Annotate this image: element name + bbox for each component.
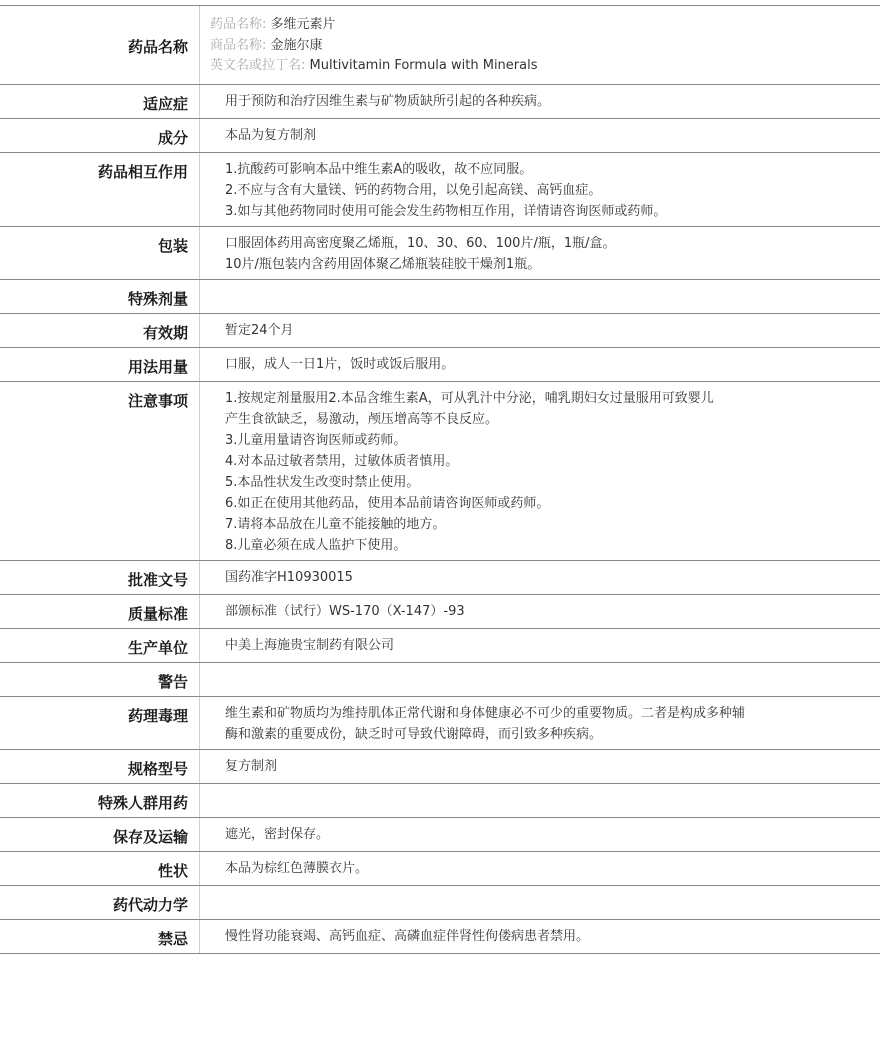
- row-label: 性状: [0, 852, 200, 885]
- row-label: 批准文号: [0, 561, 200, 594]
- row-line: 维生素和矿物质均为维持肌体正常代谢和身体健康必不可少的重要物质。二者是构成多种辅: [225, 706, 746, 721]
- row-special-dosage: [0, 280, 880, 314]
- row-value: [200, 920, 880, 953]
- row-line: 部颁标准（试行）WS-170（X-147）-93: [225, 604, 465, 619]
- row-line: 产生食欲缺乏，易激动，颅压增高等不良反应。: [225, 412, 499, 427]
- row-line: 1.抗酸药可影响本品中维生素A的吸收，故不应同服。: [225, 162, 533, 177]
- english-name-line: [210, 56, 870, 77]
- row-ingredients: [0, 119, 880, 153]
- row-line: 6.如正在使用其他药品，使用本品前请咨询医师或药师。: [225, 496, 550, 511]
- generic-name-line: [210, 15, 870, 36]
- row-line: 口服固体药用高密度聚乙烯瓶，10、30、60、100片/瓶，1瓶/盒。: [225, 236, 616, 251]
- row-specification: [0, 750, 880, 784]
- row-value: [200, 595, 880, 628]
- row-pharmacokinetics: [0, 886, 880, 920]
- generic-name-key: 药品名称:: [210, 17, 267, 32]
- row-special-populations: [0, 784, 880, 818]
- row-label: 有效期: [0, 314, 200, 347]
- generic-name-value: 多维元素片: [270, 17, 336, 32]
- row-line: 3.儿童用量请咨询医师或药师。: [225, 433, 407, 448]
- trade-name-key: 商品名称:: [210, 37, 267, 53]
- row-storage: [0, 818, 880, 852]
- row-packaging: [0, 227, 880, 280]
- row-label: 药代动力学: [0, 886, 200, 919]
- row-value: [200, 153, 880, 226]
- row-line: 口服，成人一日1片，饭时或饭后服用。: [225, 357, 455, 372]
- row-line: 4.对本品过敏者禁用，过敏体质者慎用。: [225, 454, 459, 469]
- row-value: [200, 886, 880, 919]
- row-value: [200, 561, 880, 594]
- row-line: 7.请将本品放在儿童不能接触的地方。: [225, 517, 446, 532]
- trade-name-line: [210, 36, 870, 57]
- row-label: 适应症: [0, 85, 200, 118]
- row-contraindications: [0, 920, 880, 954]
- row-expiry: [0, 314, 880, 348]
- row-line: 国药准字H10930015: [225, 570, 353, 585]
- row-label: 质量标准: [0, 595, 200, 628]
- row-value: [200, 852, 880, 885]
- row-dosage: [0, 348, 880, 382]
- row-line: 遮光，密封保存。: [225, 827, 330, 842]
- row-line: 8.儿童必须在成人监护下使用。: [225, 538, 407, 553]
- row-pharmacology: [0, 697, 880, 750]
- row-label: 包装: [0, 227, 200, 279]
- trade-name-value: 金施尔康: [270, 37, 323, 53]
- row-label: 特殊剂量: [0, 280, 200, 313]
- row-line: 1.按规定剂量服用2.本品含维生素A，可从乳汁中分泌，哺乳期妇女过量服用可致婴儿: [225, 391, 714, 406]
- row-value: [200, 750, 880, 783]
- row-value: [200, 6, 880, 84]
- row-label: 用法用量: [0, 348, 200, 381]
- row-label: 警告: [0, 663, 200, 696]
- row-line: 用于预防和治疗因维生素与矿物质缺所引起的各种疾病。: [225, 94, 551, 109]
- row-quality-standard: [0, 595, 880, 629]
- row-value: [200, 784, 880, 817]
- row-value: [200, 382, 880, 560]
- english-name-key: 英文名或拉丁名:: [210, 58, 306, 73]
- row-label: 药品相互作用: [0, 153, 200, 226]
- row-value: [200, 280, 880, 313]
- row-label: 注意事项: [0, 382, 200, 560]
- row-line: 酶和激素的重要成份，缺乏时可导致代谢障碍，而引致多种疾病。: [225, 727, 603, 742]
- row-value: [200, 348, 880, 381]
- row-value: [200, 629, 880, 662]
- row-value: [200, 85, 880, 118]
- row-line: 本品为棕红色薄膜衣片。: [225, 861, 369, 876]
- row-value: [200, 227, 880, 279]
- row-precautions: [0, 382, 880, 561]
- row-line: 中美上海施贵宝制药有限公司: [225, 638, 395, 653]
- row-label: 禁忌: [0, 920, 200, 953]
- row-value: [200, 818, 880, 851]
- row-label: 药品名称: [0, 6, 200, 84]
- row-value: [200, 697, 880, 749]
- row-label: 生产单位: [0, 629, 200, 662]
- row-line: 5.本品性状发生改变时禁止使用。: [225, 475, 420, 490]
- row-line: 10片/瓶包装内含药用固体聚乙烯瓶装硅胶干燥剂1瓶。: [225, 257, 541, 272]
- row-value: [200, 119, 880, 152]
- row-manufacturer: [0, 629, 880, 663]
- row-drug-name: [0, 6, 880, 85]
- row-label: 规格型号: [0, 750, 200, 783]
- row-line: 2.不应与含有大量镁、钙的药物合用，以免引起高镁、高钙血症。: [225, 183, 602, 198]
- row-approval-number: [0, 561, 880, 595]
- row-interactions: [0, 153, 880, 227]
- drug-info-table: [0, 5, 880, 954]
- row-line: 慢性肾功能衰竭、高钙血症、高磷血症伴肾性佝偻病患者禁用。: [225, 929, 590, 944]
- row-line: 本品为复方制剂: [225, 128, 317, 143]
- row-appearance: [0, 852, 880, 886]
- row-value: [200, 314, 880, 347]
- row-indications: [0, 85, 880, 119]
- row-line: 3.如与其他药物同时使用可能会发生药物相互作用，详情请咨询医师或药师。: [225, 204, 667, 219]
- row-label: 保存及运输: [0, 818, 200, 851]
- row-value: [200, 663, 880, 696]
- row-line: 复方制剂: [225, 759, 278, 774]
- row-line: 暂定24个月: [225, 323, 294, 338]
- row-label: 成分: [0, 119, 200, 152]
- row-label: 特殊人群用药: [0, 784, 200, 817]
- english-name-value: Multivitamin Formula with Minerals: [309, 58, 538, 73]
- row-warning: [0, 663, 880, 697]
- row-label: 药理毒理: [0, 697, 200, 749]
